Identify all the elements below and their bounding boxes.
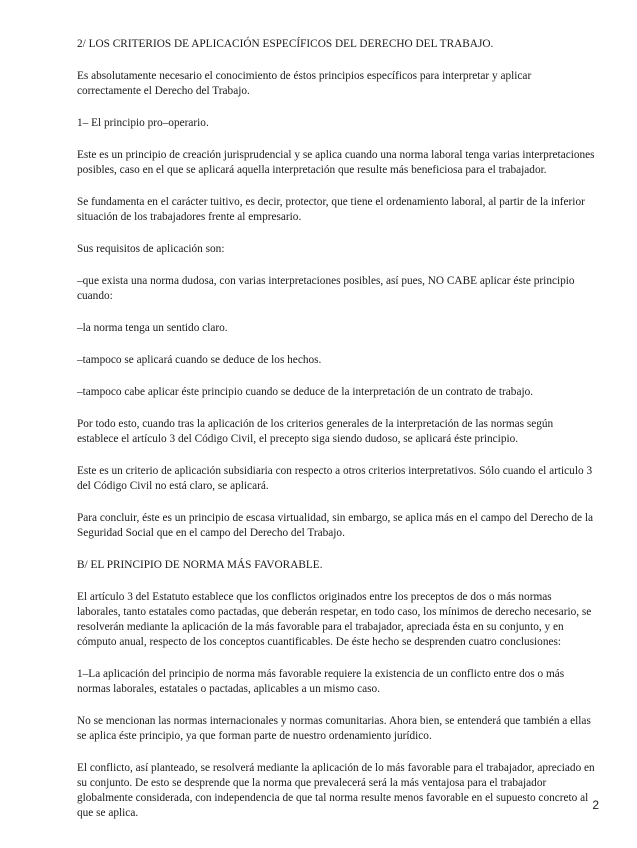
paragraph: Es absolutamente necesario el conocimiento de éstos principios específicos para interpretar y aplicar correctamente el Derecho del Trabajo. <box>77 70 532 97</box>
list-item: –tampoco se aplicará cuando se deduce de los hechos. <box>77 354 322 366</box>
paragraph: El artículo 3 del Estatuto establece que los conflictos originados entre los preceptos de dos o más normas laborales, tanto estatales como pactadas, que deberán respetar, en todo caso, los mínimos de derecho necesario, se resolverán mediante la aplicación de la más favorable para el trabajador, apreciada ésta en su conjunto, y en cómputo anual, respecto de los conceptos cuantificables. De éste hecho se desprenden cuatro conclusiones: <box>77 591 592 648</box>
paragraph: Este es un principio de creación jurisprudencial y se aplica cuando una norma laboral tenga varias interpretaciones posibles, caso en el que se aplicará aquella interpretación que resulte más beneficiosa para el trabajador. <box>77 149 595 176</box>
document-body <box>77 37 597 838</box>
section-heading: B/ EL PRINCIPIO DE NORMA MÁS FAVORABLE. <box>77 559 323 571</box>
paragraph: Por todo esto, cuando tras la aplicación de los criterios generales de la interpretación de las normas según establece el artículo 3 del Código Civil, el precepto siga siendo dudoso, se aplicará éste principio. <box>77 418 554 445</box>
paragraph: Para concluir, éste es un principio de escasa virtualidad, sin embargo, se aplica más en el campo del Derecho de la Seguridad Social que en el campo del Derecho del Trabajo. <box>77 512 593 539</box>
section-heading: 2/ LOS CRITERIOS DE APLICACIÓN ESPECÍFICOS DEL DERECHO DEL TRABAJO. <box>77 38 494 50</box>
page-number: 2 <box>592 798 599 812</box>
list-item: –que exista una norma dudosa, con varias interpretaciones posibles, así pues, NO CABE aplicar éste principio cuando: <box>77 275 575 302</box>
paragraph: Sus requisitos de aplicación son: <box>77 243 225 255</box>
paragraph: El conflicto, así planteado, se resolverá mediante la aplicación de lo más favorable para el trabajador, apreciado en su conjunto. De esto se desprende que la norma que prevalecerá será la más ventajosa para el trabajador globalmente considerada, con independencia de que tal norma resulte menos favorable en el supuesto concreto al que se aplica. <box>77 762 595 819</box>
paragraph: Este es un criterio de aplicación subsidiaria con respecto a otros criterios interpretativos. Sólo cuando el articulo 3 del Código Civil no está claro, se aplicará. <box>77 465 593 492</box>
paragraph: Se fundamenta en el carácter tuitivo, es decir, protector, que tiene el ordenamiento laboral, al partir de la inferior situación de los trabajadores frente al empresario. <box>77 196 585 223</box>
list-item: –la norma tenga un sentido claro. <box>77 322 228 334</box>
paragraph: No se mencionan las normas internacionales y normas comunitarias. Ahora bien, se entenderá que también a ellas se aplica éste principio, ya que forman parte de nuestro ordenamiento jurídico. <box>77 715 591 742</box>
subsection-heading: 1– El principio pro–operario. <box>77 117 209 129</box>
list-item: –tampoco cabe aplicar éste principio cuando se deduce de la interpretación de un contrato de trabajo. <box>77 386 534 398</box>
paragraph: 1–La aplicación del principio de norma más favorable requiere la existencia de un conflicto entre dos o más normas laborales, estatales o pactadas, aplicables a un mismo caso. <box>77 668 565 695</box>
